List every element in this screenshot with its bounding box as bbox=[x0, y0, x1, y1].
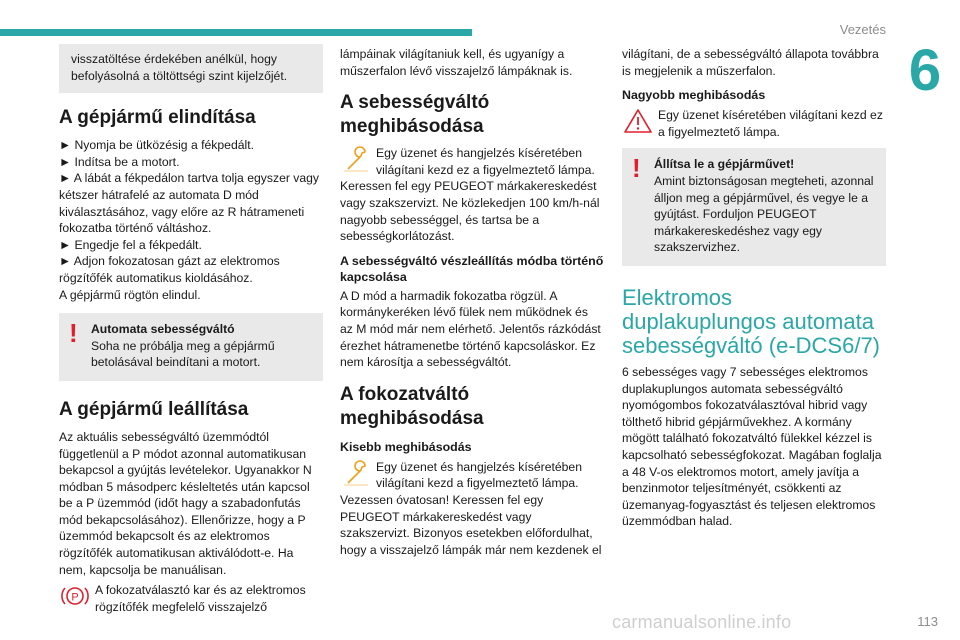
major-fault-warning bbox=[622, 107, 886, 140]
column-3 bbox=[622, 46, 886, 530]
gearbox-fault-title: A sebességváltó meghibásodása bbox=[340, 92, 490, 138]
minor-text: Vezessen óvatosan! Keressen fel egy PEUGEOT márkakereskedést vagy szakszervizt. Bizonyos esetekben előfordulhat, hogy a visszajelző lámpák már nem kezdenek el bbox=[340, 492, 602, 557]
wrench-warning-icon bbox=[340, 459, 372, 487]
alert-title: Állítsa le a gépjárművet! bbox=[654, 157, 795, 172]
stop-text: Az aktuális sebességváltó üzemmódtól függetlenül a P módot azonnal automatikusan bekapcsol a gyújtás levételekor. Ugyanakkor N módban 5 másodperc késleltetés után kapcsol be a P üzemmód (időt hagy a szabadonfutás mód bekapcsolásához). Ellenőrizze, hogy a P üzemmód bekapcsolt és az elektromos rögzítőfék automatikusan aktiválódott-e. Ha nem, kapcsolja be manuálisan. bbox=[59, 429, 312, 577]
minor-fault-title: Kisebb meghibásodás bbox=[340, 439, 472, 454]
parking-brake-icon bbox=[59, 582, 91, 610]
minor-fault-warning bbox=[340, 459, 604, 492]
header-accent-bar bbox=[0, 29, 472, 36]
fault-text: Keressen fel egy PEUGEOT márkakereskedést vagy szakszervizt. Ne közlekedjen 100 km/h-nál nagyobb sebességgel, és tartsa be a sebességkorlátozást. bbox=[340, 179, 600, 244]
start-step-1: ► Nyomja be ütközésig a fékpedált. bbox=[59, 138, 254, 153]
start-instructions bbox=[59, 137, 323, 303]
start-step-2: ► Indítsa be a motort. bbox=[59, 154, 180, 169]
watermark: carmanualsonline.info bbox=[612, 612, 792, 632]
col3-lead: világítani, de a sebességváltó állapota továbbra is megjelenik a műszerfalon. bbox=[622, 47, 879, 78]
col2-lead: lámpáinak világítaniuk kell, és ugyanígy a műszerfalon lévő visszajelző lámpáknak is. bbox=[340, 47, 573, 78]
alert-title: Automata sebességváltó bbox=[91, 322, 235, 337]
fault-warn-text: Egy üzenet és hangjelzés kíséretében világítani kezd ez a figyelmeztető lámpa. bbox=[376, 146, 595, 177]
park-indicator-note bbox=[59, 582, 323, 615]
wrench-warning-icon bbox=[340, 145, 372, 173]
minor-warn-text: Egy üzenet és hangjelzés kíséretében világítani kezd a figyelmeztető lámpa. bbox=[376, 459, 582, 491]
gearbox-fault-warning bbox=[340, 145, 604, 178]
emergency-mode-title: A sebességváltó vészleállítás módba történő kapcsolása bbox=[340, 253, 604, 284]
start-result: A gépjármű rögtön elindul. bbox=[59, 287, 201, 302]
alert-text: Amint biztonságosan megteheti, azonnal álljon meg a gépjárművel, és vegye le a gyújtást. Forduljon PEUGEOT márkakereskedéshez vagy egy szakszervizhez. bbox=[654, 173, 874, 255]
header-title: Vezetés bbox=[839, 22, 886, 37]
stop-vehicle-alert bbox=[622, 148, 886, 266]
emergency-mode-text: A D mód a harmadik fokozatba rögzül. A kormánykeréken lévő fülek nem működnek és az M mód már nem elérhető. Jelentős rázkódást érezhet hátramenetbe történő kapcsoláskor. Ez nem károsítja a sebességváltót. bbox=[340, 288, 601, 370]
alert-text: Soha ne próbálja meg a gépjármű betolásával beindítani a motort. bbox=[91, 338, 275, 370]
exclamation-icon: ! bbox=[632, 153, 641, 184]
park-text: A fokozatválasztó kar és az elektromos rögzítőfék megfelelő visszajelző bbox=[95, 583, 306, 614]
major-warn-text: Egy üzenet kíséretében világítani kezd ez a figyelmeztető lámpa. bbox=[658, 108, 883, 139]
start-title: A gépjármű elindítása bbox=[59, 107, 256, 129]
start-step-3: ► A lábát a fékpedálon tartva tolja egyszer vagy kétszer hátrafelé az automata D mód kiválasztásához, vagy előre az R hátrameneti fokozatba történő váltáshoz. bbox=[59, 171, 320, 236]
edcs-text: 6 sebességes vagy 7 sebességes elektromos duplakuplungos automata sebességváltó nyomógombos fokozatválasztóval hibrid vagy tölthető hibrid gépjárművekhez. A kormány mögött található fokozatváltó fülekkel kézzel is kapcsolható sebességfokozat. Magában foglalja a 48 V-os elektromos motort, amely javítja a benzinmotor teljesítményét, csökkenti az üzemanyag-fogyasztást és teljesen elektromos üzemmódban halad. bbox=[622, 364, 882, 529]
major-fault-title: Nagyobb meghibásodás bbox=[622, 88, 766, 103]
svg-text:P: P bbox=[71, 591, 79, 604]
stop-title: A gépjármű leállítása bbox=[59, 398, 249, 420]
exclamation-icon: ! bbox=[69, 318, 78, 349]
automatic-gearbox-alert bbox=[59, 313, 323, 381]
start-step-4: ► Engedje fel a fékpedált. bbox=[59, 237, 202, 252]
intro-box: visszatöltése érdekében anélkül, hogy befolyásolná a töltöttségi szint kijelzőjét. bbox=[59, 44, 323, 93]
page-number: 113 bbox=[917, 614, 938, 629]
column-2 bbox=[340, 46, 604, 558]
lever-fault-title: A fokozatváltó meghibásodása bbox=[340, 383, 484, 429]
chapter-number: 6 bbox=[908, 38, 942, 103]
start-step-5: ► Adjon fokozatosan gázt az elektromos rögzítőfék automatikus kioldásához. bbox=[59, 254, 280, 285]
column-1 bbox=[59, 46, 323, 615]
edcs-title: Elektromos duplakuplungos automata sebességváltó (e-DCS6/7) bbox=[622, 284, 881, 358]
warning-triangle-icon bbox=[622, 107, 654, 135]
